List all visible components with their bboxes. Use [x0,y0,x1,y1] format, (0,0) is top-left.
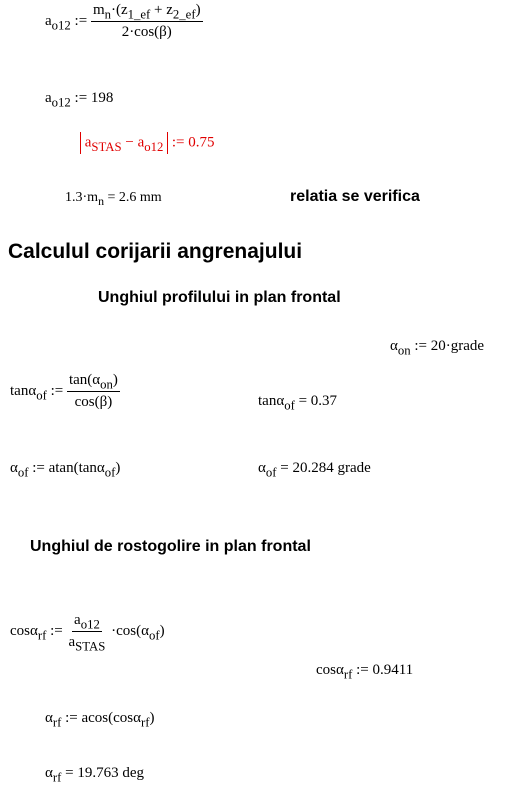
equation-alpha-on: $\alpha_{on}$ := 20·grade [390,338,485,358]
equation-tan-alpha-of-value: tanα$_{of}$ = 0.37 [258,393,338,413]
fraction-numerator: $\tan(\alpha_{on})$ [68,372,118,392]
fraction-numerator: $a_{o12}$ [74,612,100,632]
equation-alpha-of-value: $\alpha_{of} = 20.284$ grade [258,460,371,480]
subsection-heading-rolling: Unghiul de rostogolire in plan frontal [30,538,311,555]
verification-note: relatia se verifica [290,188,420,205]
fraction-denominator: $a_{STAS}$ [68,634,106,654]
equation-module-check: $1.3\cdot m_n = 2.6$ mm [65,190,162,209]
section-heading: Calculul corijarii angrenajului [8,240,303,263]
subsection-heading-profile: Unghiul profilului in plan frontal [98,289,341,306]
equation-alpha-of-definition: $\alpha_{of}$ := atan(tanα$_{of}$) [10,460,121,480]
equation-alpha-rf-value: $\alpha_{rf} = 19.763$ deg [45,765,144,785]
equation-tan-alpha-of-definition: tanα$_{of}$ := $\frac{\tan(\alpha_{on})}{\cos(\beta)}$ [10,372,118,410]
abs-bar-left [80,132,81,154]
fraction-denominator: cos(β) [74,394,113,410]
fraction-numerator: $m_n\cdot(z_{1\_ef} + z_{2\_ef})$ [92,2,201,22]
fraction-denominator: 2·cos(β) [121,24,172,40]
var-a-o12: $a_{o12}$ [45,12,71,33]
fraction [91,2,203,41]
equation-distance-difference: $a_{STAS} - a_{o12}$ := 0.75 [80,132,215,154]
fraction [67,372,120,411]
fraction [67,612,108,654]
equation-cos-alpha-rf-value: cosα$_{rf}$ := 0.9411 [316,662,414,682]
equation-cos-alpha-rf-definition: cosα$_{rf}$ := $\frac{a_{o12}}{a_{STAS}}$ $\cdot\cos(\alpha_{of})$ [10,612,165,654]
equation-center-distance-definition: $a_{o12}$ := $\frac{m_n\cdot(z_{1\_ef} + z_{2\_ef})}{2\cdot\cos(\beta)}$ [45,2,201,40]
equation-center-distance-value: $a_{o12}$ := 198 [45,90,114,110]
equation-alpha-rf-definition: $\alpha_{rf}$ := acos(cosα$_{rf}$) [45,710,155,730]
